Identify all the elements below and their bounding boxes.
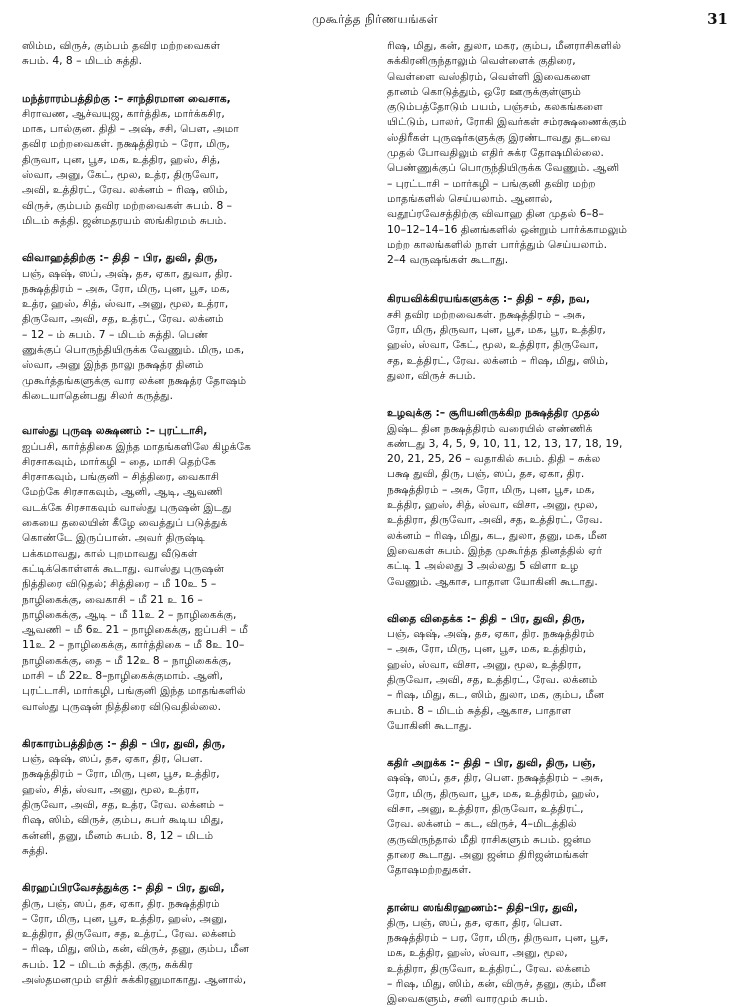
text-line: மக, உத்திர, ஹஸ், ஸ்வா, அனு, மூல, — [387, 946, 568, 960]
text-line: நக்ஷத்திரம் – அசு, ரோ, மிரு, புன, பூச, மக, — [22, 281, 230, 295]
text-line: 10–12–14–16 தினங்களில் ஒன்றும் பார்க்காமலும் — [387, 222, 628, 236]
text-line: ஐப்பசி, கார்த்திகை இந்த மாதங்களிலே கிழக்கே — [22, 439, 251, 453]
text-block — [387, 611, 737, 733]
text-line: கிடையாதென்பது சிலர் கருத்து. — [22, 388, 173, 402]
text-block — [22, 250, 374, 403]
text-line: ஸ்வா, அனு இந்த நாலு நக்ஷத்ர தினம் — [22, 358, 204, 372]
text-line: ஸ்வா, அனு, கேட், மூல, உத்ர, திருவோ, — [22, 168, 219, 182]
text-line: மாதங்களில் செய்யலாம். ஆனால், — [387, 191, 553, 205]
text-line: உத்ர, ஹஸ், சித், ஸ்வா, அனு, மூல, உத்ரா, — [22, 297, 229, 311]
text-line: நாழிகைக்கு, வைகாசி – மீ 21 உ 16 – — [22, 592, 203, 606]
text-line: ணுக்குப் பொருந்தியிருக்க வேணும். மிரு, மக, — [22, 343, 245, 357]
text-line: விருச், கும்பம் தவிர மற்றவைகள் சுபம். 8 – — [22, 198, 233, 212]
text-block — [387, 291, 737, 383]
text-line: சசி தவிர மற்றவைகள். நக்ஷத்திரம் – அசு, — [387, 307, 586, 321]
text-line: யிட்டும், பாலர், ரோகி இவர்கள் சம்ரக்ஷணைக்கும் — [387, 115, 627, 129]
text-line: நக்ஷத்திரம் – அசு, ரோ, மிரு, புன, பூச, மக, — [387, 482, 595, 496]
text-line: மாக, பால்குன. திதி – அஷ், சசி, பௌ, அமா — [22, 122, 239, 136]
text-line: 11உ 2 – நாழிகைக்கு, கார்த்திகை – மீ 8உ 10– — [22, 638, 245, 652]
text-line: பஞ், ஷஷ், ஸப், தச, ஏகா, திர, பௌ. — [22, 752, 203, 766]
text-line: கன்னி, தனு, மீனம் சுபம். 8, 12 – மிடம் — [22, 828, 214, 842]
text-block — [387, 900, 737, 1007]
right-column — [387, 38, 737, 1007]
text-line: புரட்டாசி, மார்கழி, பங்குனி இந்த மாதங்களில் — [22, 684, 246, 698]
text-line: சுபம். 8 – மிடம் சுத்தி, ஆகாச, பாதாள — [387, 703, 572, 717]
text-line: நக்ஷத்திரம் – பர, ரோ, மிரு, திருவா, புன, பூச, — [387, 931, 609, 945]
section-heading-line: தான்ய ஸங்கிரஹணம்:– திதி–பிர, துவி, — [387, 900, 578, 914]
page-header — [0, 10, 750, 34]
text-line: கொண்டே இருப்பான். அவர் திருஷ்டி — [22, 531, 205, 545]
section-heading-line: விவாஹத்திற்கு :– திதி – பிர, துவி, திரு, — [22, 251, 218, 265]
text-line: வடக்கே சிரசாகவும் வாஸ்து புருஷன் இடது — [22, 500, 232, 514]
text-block — [22, 736, 374, 858]
text-line: சத, உத்திரட், ரேவ. லக்னம் – ரிஷ, மிது, ஸிம், — [387, 353, 609, 367]
text-line: யோகினி கூடாது. — [387, 718, 472, 732]
section-heading-line: கிரகாரம்பத்திற்கு :– திதி – பிர, துவி, திரு, — [22, 736, 226, 750]
text-line: நாழிகைக்கு, தை – மீ 12உ 8 – நாழிகைக்கு, — [22, 653, 232, 667]
text-line: குருவிருந்தால் மீதி ராசிகளும் சுபம். ஜன்ம — [387, 832, 592, 846]
text-line: திரு, பஞ், ஸப், தச, ஏகா, திர. நக்ஷத்திரம் — [22, 896, 220, 910]
text-line: – புரட்டாசி – மார்கழி – பங்குனி தவிர மற்ற — [387, 176, 596, 190]
text-block — [387, 38, 737, 267]
text-line: மாசி – மீ 22உ 8–நாழிகைக்குமாம். ஆனி, — [22, 668, 224, 682]
text-line: உத்திரா, திருவோ, உத்திரட், ரேவ. லக்னம் — [387, 961, 591, 975]
text-line: நக்ஷத்திரம் – ரோ, மிரு, புன, பூச, உத்திர, — [22, 767, 220, 781]
text-line: சிரசாகவும், மார்கழி – தை, மாசி தெற்கே — [22, 454, 216, 468]
text-line: – ரிஷ, மிது, ஸிம், கன், விருச், தனு, கும்ப, மீன — [22, 942, 250, 956]
text-line: திருவோ, அவி, சத, உத்திரட், ரேவ. லக்னம் — [387, 672, 598, 686]
text-line: தவிர மற்றவைகள். நக்ஷத்திரம் – ரோ, மிரு, — [22, 137, 230, 151]
text-line: பக்ஷ துவி, திரு, பஞ், ஸப், தச, ஏகா, திர. — [387, 467, 585, 481]
text-line: தோஷமற்றதுகள். — [387, 863, 472, 877]
text-line: உத்திரா, திருவோ, அவி, சத, உத்திரட், ரேவ. — [387, 513, 603, 527]
text-line: பக்கமாவது, கால் புறமாவது வீடுகள் — [22, 546, 198, 560]
text-line: குடும்பத்தோடும் பயம், பஞ்சம், கலகங்களை — [387, 100, 603, 114]
text-line: ரேவ. லக்னம் – கட, விருச், 4–மிடத்தில் — [387, 817, 577, 831]
text-line: ரிஷ, ஸிம், விருச், கும்ப, சுபர் கூடிய மிது, — [22, 813, 224, 827]
section-heading-line: உழவுக்கு :– சூரியனிருக்கிற நக்ஷத்திர முதல் — [387, 406, 600, 420]
text-line: வதூப்ரவேசத்திற்கு விவாஹ தின முதல் 6–8– — [387, 207, 604, 221]
section-heading-line: கிரயவிக்கிரயங்களுக்கு :– திதி – சதி, நவ, — [387, 292, 591, 306]
text-line: கையை தலையின் கீழே வைத்துப் படுத்துக் — [22, 516, 228, 530]
text-line: – ரிஷ, மிது, கட, ஸிம், துலா, மக, கும்ப, மீன — [387, 688, 605, 702]
text-line: இஷ்ட தின நக்ஷத்திரம் வரையில் எண்ணிக் — [387, 421, 593, 435]
section-heading-line: கிரஹப்பிரவேசத்துக்கு :– திதி – பிர, துவி, — [22, 881, 225, 895]
text-line: கண்டது 3, 4, 5, 9, 10, 11, 12, 13, 17, 18, 19, — [387, 436, 623, 450]
section-heading-line: வாஸ்து புருஷ லக்ஷணம் :– புரட்டாசி, — [22, 424, 208, 438]
text-line: ஸிம்ம, விருச், கும்பம் தவிர மற்றவைகள் — [22, 39, 221, 52]
text-line: முதல் போவதிலும் எதிர் சுக்ர தோஷமில்லை. — [387, 146, 604, 160]
text-line: பஞ், ஷஷ், அஷ், தச, ஏகா, திர. நக்ஷத்திரம் — [387, 627, 595, 641]
text-line: சிராவண, ஆச்வயுஜ, கார்த்திக, மார்க்கசிர, — [22, 106, 225, 120]
text-line: ரோ, மிரு, திருவா, பூச, மக, உத்திரம், ஹஸ், — [387, 786, 600, 800]
left-column — [22, 38, 374, 987]
text-line: வேணும். ஆகாச, பாதாள யோகினி கூடாது. — [387, 574, 598, 588]
text-line: சுபம். 12 – மிடம் சுத்தி. குரு, சுக்கிர — [22, 957, 193, 971]
page-number: 31 — [707, 10, 728, 28]
text-line: தாரை கூடாது. அனு ஜன்ம திரிஜன்மங்கள் — [387, 847, 589, 861]
text-line: முகூர்த்தங்களுக்கு வார லக்ன நக்ஷத்ர தோஷம் — [22, 373, 247, 387]
text-block — [387, 755, 737, 877]
text-line: பெண்ணுக்குப் பொருந்தியிருக்க வேணும். ஆனி — [387, 161, 620, 175]
text-line: ரிஷ, மிது, கன், துலா, மகர, கும்ப, மீனராசிகளில் — [387, 39, 622, 52]
text-line: சுத்தி. — [22, 843, 49, 857]
section-heading-line: மந்த்ராரம்பத்திற்கு :– சாந்திரமான வைசாக, — [22, 91, 231, 105]
text-block — [22, 91, 374, 229]
text-line: வெள்ளை வஸ்திரம், வெள்ளி இவைகளை — [387, 69, 591, 83]
text-line: உத்திரா, திருவோ, சத, உத்ரட், ரேவ. லக்னம் — [22, 927, 237, 941]
text-line: மேற்கே சிரசாகவும், ஆனி, ஆடி, ஆவணி — [22, 485, 223, 499]
text-block — [22, 880, 374, 987]
text-line: லக்னம் – ரிஷ, மிது, கட, துலா, தனு, மக, மீன — [387, 528, 607, 542]
section-heading-line: கதிர் அறுக்க :– திதி – பிர, துவி, திரு, பஞ், — [387, 756, 596, 770]
text-line: இவைகளும், சனி வாரமும் சுபம். — [387, 992, 548, 1006]
text-line: உத்திர, ஹஸ், சித், ஸ்வா, விசா, அனு, மூல, — [387, 498, 598, 512]
text-line: நாழிகைக்கு, ஆடி – மீ 11உ 2 – நாழிகைக்கு, — [22, 607, 237, 621]
text-line: துலா, விருச் சுபம். — [387, 368, 476, 382]
text-line: திருவோ, அவி, சத, உத்ரட், ரேவ. லக்னம் — [22, 312, 224, 326]
text-line: திருவோ, அவி, சத, உத்ர, ரேவ. லக்னம் – — [22, 798, 224, 812]
text-line: தானம் கொடுத்தும், ஒரே ஊருக்குள்ளும் — [387, 84, 581, 98]
text-line: ரோ, மிரு, திருவா, புன, பூச, மக, பூர, உத்திர, — [387, 323, 606, 337]
text-block — [22, 423, 374, 714]
text-line: பஞ், ஷஷ், ஸப், அஷ், தச, ஏகா, துவா, திர. — [22, 266, 233, 280]
text-line: ஸ்திரீகள் புருஷர்களுக்கு இரண்டாவது தடவை — [387, 130, 611, 144]
text-line: – 12 – ம் சுபம். 7 – மிடம் சுத்தி. பெண் — [22, 327, 209, 341]
text-line: சுபம். 4, 8 – மிடம் சுத்தி. — [22, 54, 142, 68]
running-title: முகூர்த்த நிர்ணயங்கள் — [312, 12, 438, 26]
text-block — [387, 405, 737, 589]
text-line: கட்டிக்கொள்ளக் கூடாது. வாஸ்து புருஷன் — [22, 561, 224, 575]
text-line: ஹஸ், சித், ஸ்வா, அனு, மூல, உத்ரா, — [22, 782, 200, 796]
text-line: திரு, பஞ், ஸப், தச, ஏகா, திர, பௌ. — [387, 915, 563, 929]
text-line: 20, 21, 25, 26 – வதாகில் சுபம். திதி – சுக்ல — [387, 452, 601, 466]
text-line: 2–4 வருஷங்கள் கூடாது. — [387, 253, 509, 267]
text-line: ஷஷ், ஸப், தச, திர, பௌ. நக்ஷத்திரம் – அசு, — [387, 771, 604, 785]
text-line: வாஸ்து புருஷன் நித்திரை விடுவதில்லை. — [22, 699, 222, 713]
text-block — [22, 38, 374, 69]
text-line: இவைகள் சுபம். இந்த முகூர்த்த தினத்தில் ஏர் — [387, 543, 603, 557]
text-line: அவி, உத்திரட், ரேவ. லக்னம் – ரிஷ, ஸிம், — [22, 183, 228, 197]
text-line: மற்ற காலங்களில் நாள் பார்த்தும் செய்யலாம். — [387, 237, 607, 251]
text-line: சுக்கிரனிருந்தாலும் வெள்ளைக் குதிரை, — [387, 54, 576, 68]
text-line: ஹஸ், ஸ்வா, விசா, அனு, மூல, உத்திரா, — [387, 657, 582, 671]
text-line: நித்திரை விடுதல்; சித்திரை – மீ 10உ 5 – — [22, 577, 217, 591]
text-line: – அசு, ரோ, மிரு, புன, பூச, மக, உத்திரம், — [387, 642, 587, 656]
section-heading-line: விதை விதைக்க :– திதி – பிர, துவி, திரு, — [387, 611, 586, 625]
text-line: சிரசாகவும், பங்குனி – சித்திரை, வைகாசி — [22, 470, 220, 484]
text-line: அஸ்தமனமும் எதிர் சுக்கிரனுமாகாது. ஆனால், — [22, 973, 247, 987]
text-line: கட்டி 1 அல்லது 3 அல்லது 5 விளா உழ — [387, 559, 579, 573]
text-line: – ரோ, மிரு, புன, பூச, உத்திர, ஹஸ், அனு, — [22, 911, 228, 925]
text-line: – ரிஷ, மிது, ஸிம், கன், விருச், தனு, கும், மீன — [387, 977, 607, 991]
text-line: மிடம் சுத்தி. ஜன்மதரயம் ஸங்கிரமம் சுபம். — [22, 213, 227, 227]
text-line: ஹஸ், ஸ்வா, கேட், மூல, உத்திரா, திருவோ, — [387, 338, 599, 352]
text-line: விசா, அனு, உத்திரா, திருவோ, உத்திரட், — [387, 802, 584, 816]
text-line: திருவா, புன, பூச, மக, உத்திர, ஹஸ், சித், — [22, 152, 221, 166]
text-line: ஆவணி – மீ 6உ 21 – நாழிகைக்கு, ஐப்பசி – மீ — [22, 623, 249, 637]
